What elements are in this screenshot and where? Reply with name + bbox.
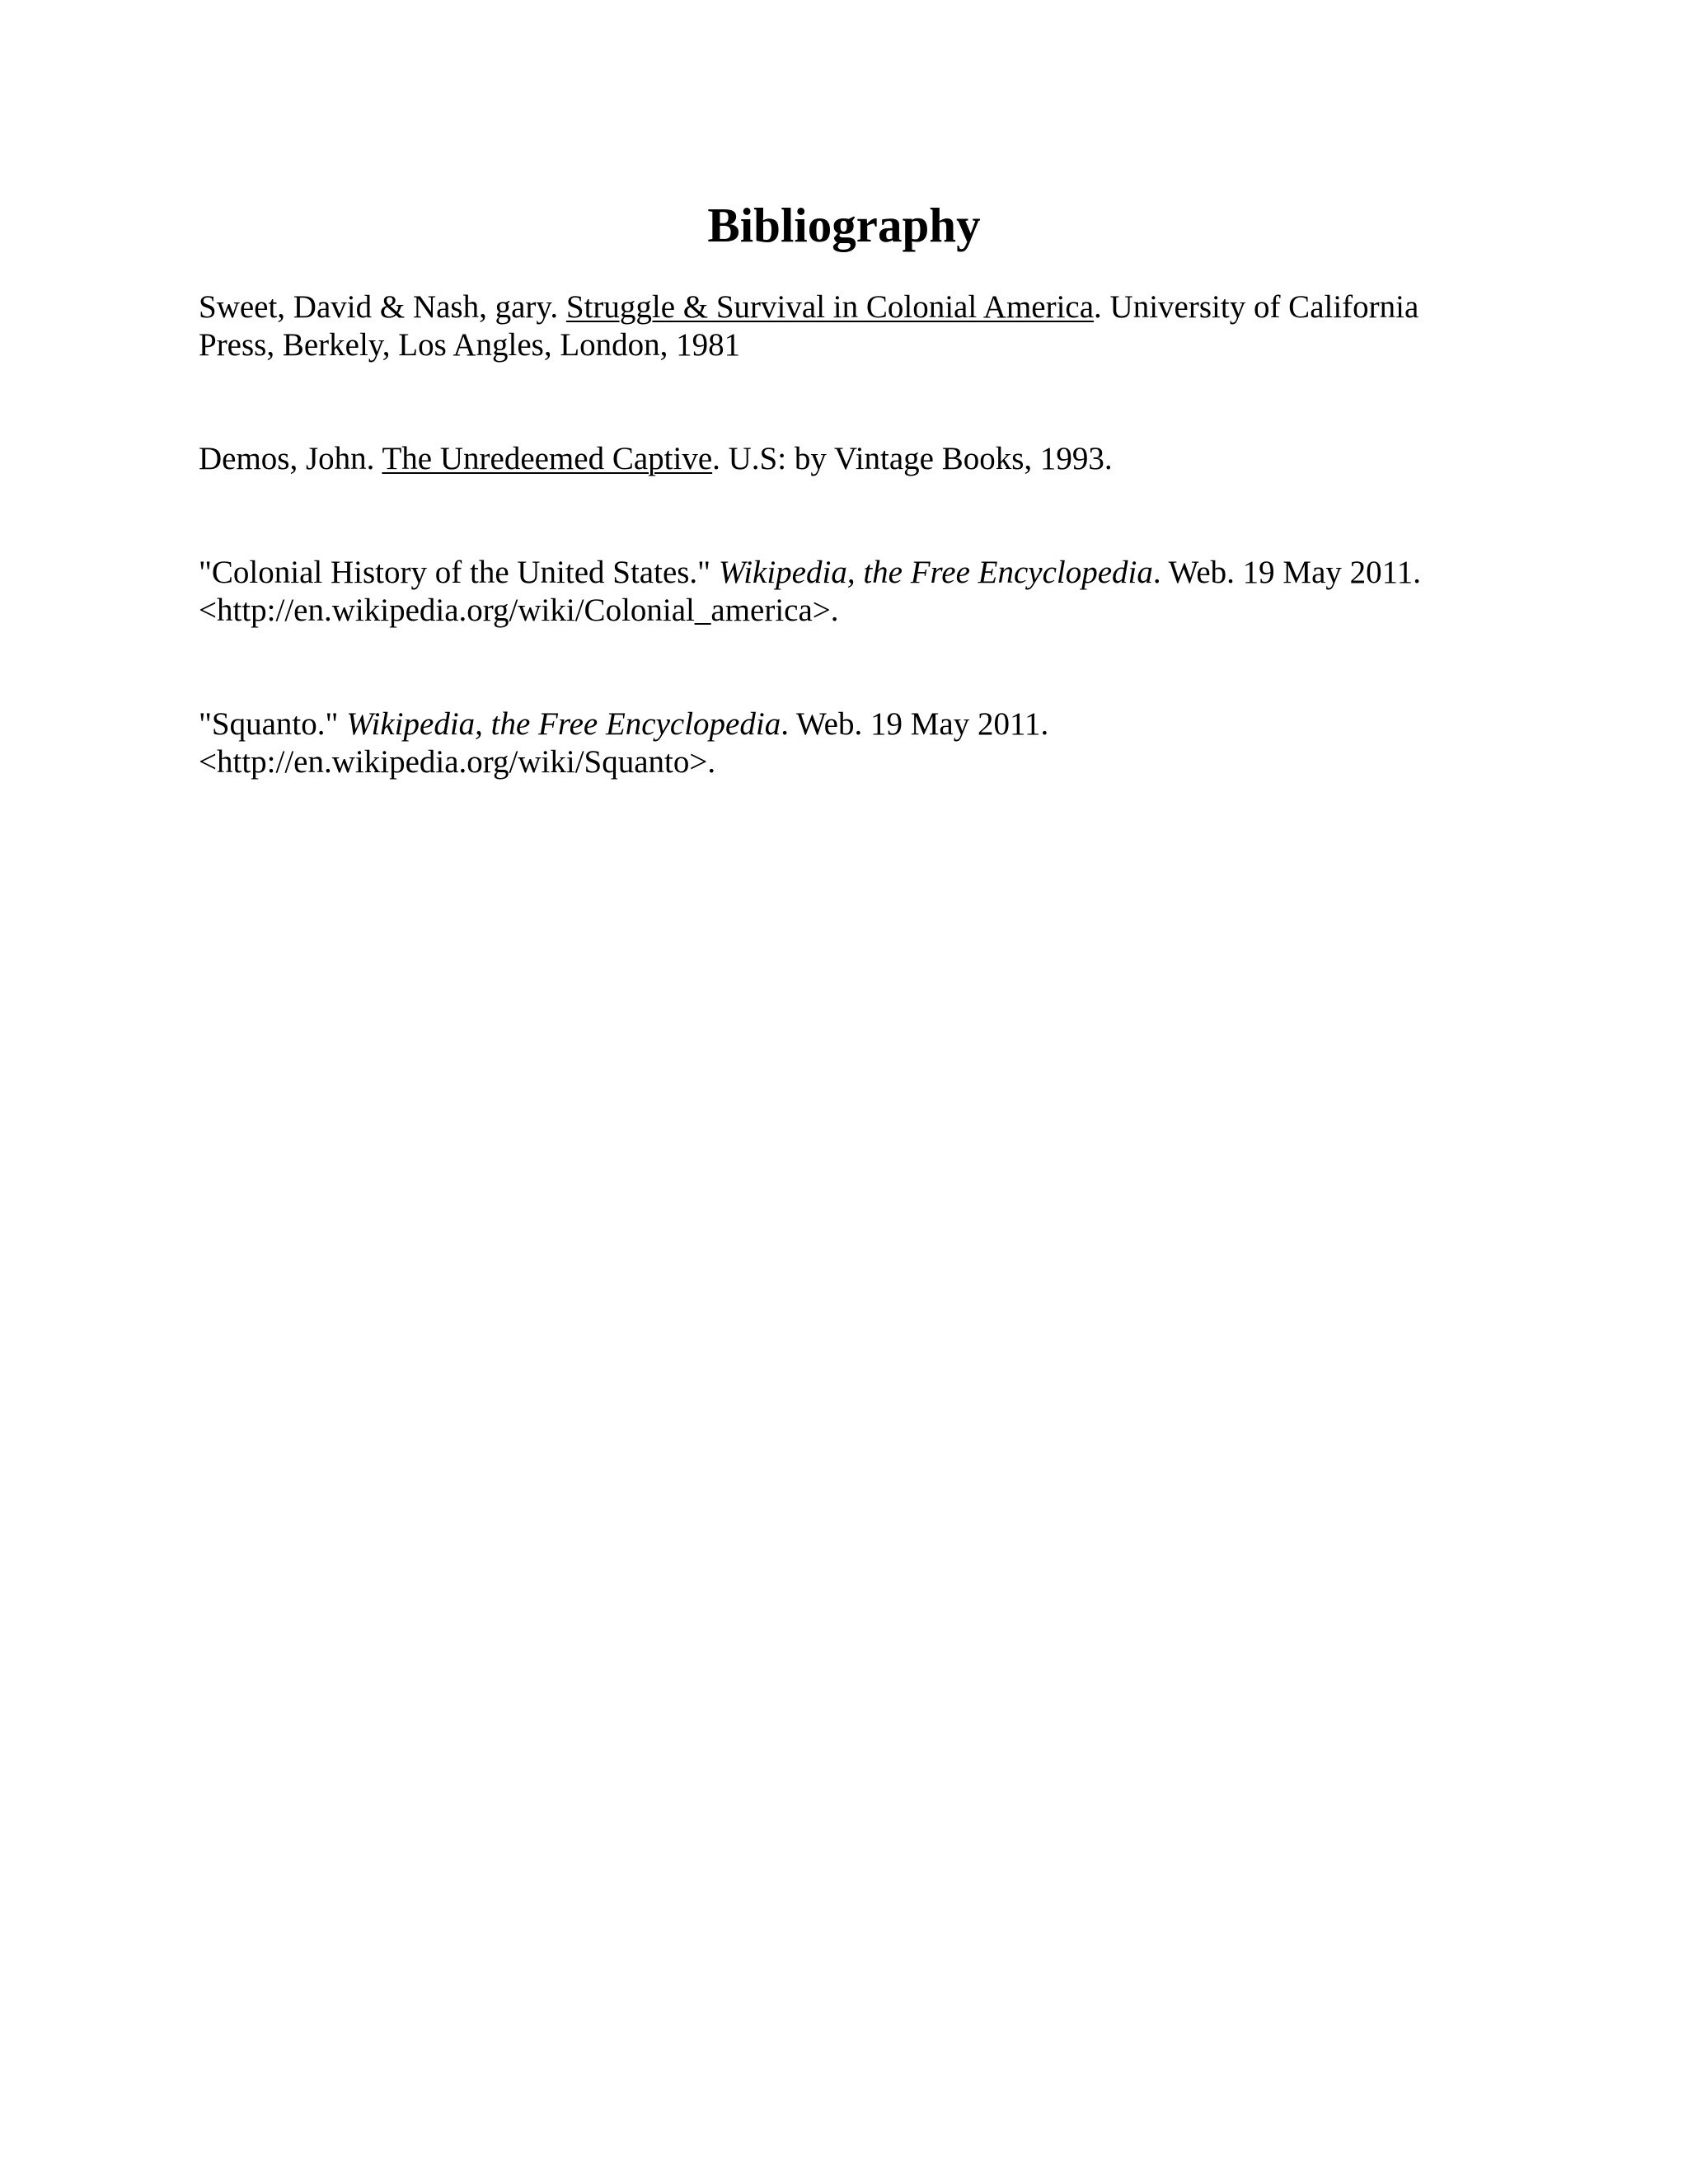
entry-url: <http://en.wikipedia.org/wiki/Squanto>. — [199, 744, 716, 780]
bibliography-entry-2 — [199, 440, 1484, 478]
book-title: The Unredeemed Captive — [382, 441, 713, 476]
entry-url: <http://en.wikipedia.org/wiki/Colonial_america>. — [199, 593, 839, 628]
bibliography-list — [199, 288, 1484, 857]
page-title: Bibliography — [707, 198, 981, 252]
entry-text: . U.S: by Vintage Books, 1993. — [712, 441, 1113, 476]
bibliography-entry-1 — [199, 288, 1484, 364]
source-title: Wikipedia, the Free Encyclopedia — [346, 706, 781, 742]
entry-line: Press, Berkely, Los Angles, London, 1981 — [199, 327, 741, 363]
entry-text: Demos, John. — [199, 441, 382, 476]
entry-line — [199, 705, 1484, 743]
entry-text: "Squanto." — [199, 706, 347, 742]
entry-text: . University of California — [1094, 289, 1419, 325]
book-title: Struggle & Survival in Colonial America — [565, 289, 1095, 325]
bibliography-entry-4 — [199, 705, 1484, 781]
entry-text: . Web. 19 May 2011. — [781, 706, 1049, 742]
entry-line — [199, 440, 1484, 478]
bibliography-entry-3 — [199, 554, 1484, 630]
entry-text: . Web. 19 May 2011. — [1152, 555, 1421, 590]
entry-line — [199, 288, 1484, 326]
entry-line — [199, 554, 1484, 592]
entry-text: "Colonial History of the United States." — [199, 555, 719, 590]
entry-text: Sweet, David & Nash, gary. — [199, 289, 566, 325]
source-title: Wikipedia, the Free Encyclopedia — [718, 555, 1153, 590]
